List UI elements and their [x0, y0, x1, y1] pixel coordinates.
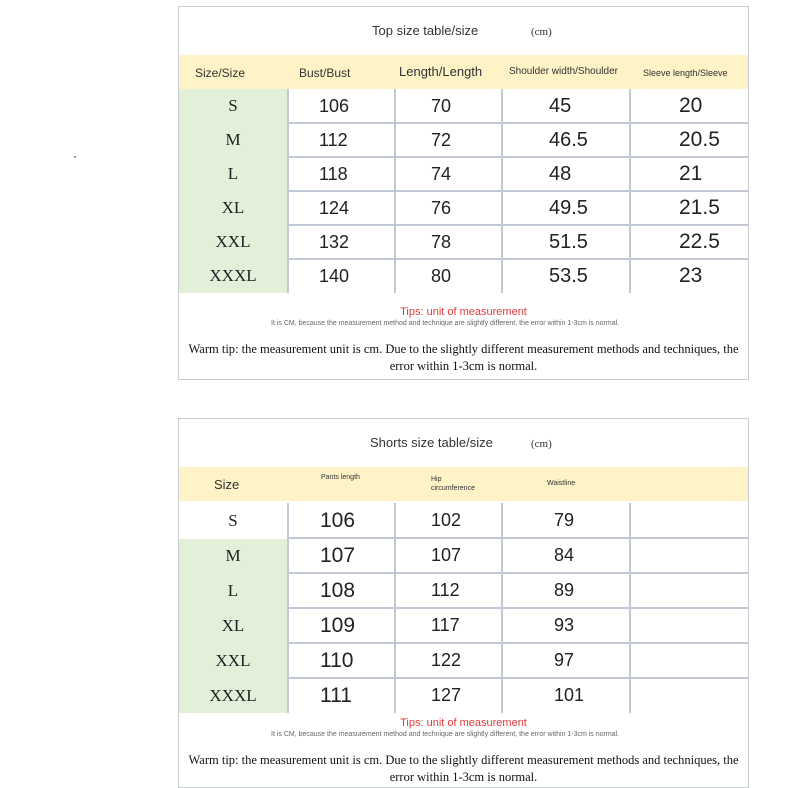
table-row — [179, 608, 748, 643]
value-cell: 74 — [431, 163, 452, 184]
shorts-table-title-row — [179, 419, 748, 468]
size-cell: S — [228, 96, 238, 115]
value-cell: 20 — [679, 94, 703, 117]
shorts-table-title: Shorts size table/size — [370, 435, 493, 450]
size-cell: XXL — [215, 232, 251, 251]
shorts-table-body — [179, 503, 748, 713]
stray-mark — [74, 156, 76, 158]
top-warm-tip: Warm tip: the measurement unit is cm. Due to the slightly different measurement methods and techniques, the error within 1-3cm is normal. — [188, 342, 739, 373]
value-cell: 78 — [431, 231, 452, 252]
value-cell: 132 — [319, 231, 350, 252]
value-cell: 124 — [319, 197, 350, 218]
size-cell: XXXL — [209, 685, 257, 705]
value-cell: 140 — [319, 265, 350, 286]
shorts-warm-tip: Warm tip: the measurement unit is cm. Due to the slightly different measurement methods and techniques, the error within 1-3cm is normal. — [188, 753, 739, 784]
table-row — [179, 259, 748, 293]
value-cell: 97 — [554, 650, 575, 670]
shorts-tips-title: Tips: unit of measurement — [400, 717, 527, 729]
top-tips-title: Tips: unit of measurement — [400, 306, 527, 318]
header-size: Size — [214, 477, 240, 492]
size-cell: S — [228, 510, 238, 530]
table-row — [179, 123, 748, 157]
value-cell: 106 — [320, 508, 356, 532]
value-cell: 51.5 — [549, 230, 588, 253]
table-row — [179, 191, 748, 225]
value-cell: 46.5 — [549, 128, 588, 151]
shorts-table-header-row — [179, 467, 748, 501]
header-length: Length/Length — [399, 64, 483, 79]
value-cell: 89 — [554, 580, 575, 600]
table-row — [179, 538, 748, 573]
value-cell: 118 — [319, 163, 348, 184]
shorts-tips-detail: It is CM, because the measurement method and technique are slightly different, the error within 1-3cm is normal. — [271, 731, 620, 738]
value-cell: 106 — [319, 95, 350, 116]
table-row — [179, 573, 748, 608]
value-cell: 72 — [431, 129, 452, 150]
size-cell: XL — [221, 198, 245, 217]
value-cell: 127 — [431, 685, 462, 705]
header-bust: Bust/Bust — [299, 66, 351, 80]
header-pants-length: Pants length — [321, 474, 360, 481]
value-cell: 107 — [431, 545, 462, 565]
size-cell: M — [225, 545, 241, 565]
size-cell: XL — [221, 615, 245, 635]
shorts-size-table — [178, 418, 749, 788]
value-cell: 76 — [431, 197, 452, 218]
value-cell: 84 — [554, 545, 575, 565]
value-cell: 102 — [431, 510, 462, 530]
value-cell: 21.5 — [679, 196, 720, 219]
table-row — [179, 157, 748, 191]
value-cell: 111 — [320, 683, 352, 707]
header-waistline: Waistline — [547, 480, 576, 487]
value-cell: 101 — [554, 685, 585, 705]
value-cell: 80 — [431, 265, 452, 286]
value-cell: 110 — [320, 648, 354, 672]
value-cell: 49.5 — [549, 196, 588, 219]
top-table-header-row — [179, 55, 748, 89]
value-cell: 122 — [431, 650, 462, 670]
value-cell: 21 — [679, 162, 703, 185]
value-cell: 23 — [679, 264, 703, 287]
table-row — [179, 678, 748, 713]
value-cell: 22.5 — [679, 230, 720, 253]
value-cell: 117 — [431, 615, 460, 635]
top-tips-detail: It is CM, because the measurement method and technique are slightly different, the error within 1-3cm is normal. — [271, 320, 620, 327]
value-cell: 112 — [319, 129, 348, 150]
size-cell: XXXL — [209, 266, 257, 285]
value-cell: 108 — [320, 578, 356, 602]
size-cell: M — [225, 130, 241, 149]
top-size-table — [178, 6, 749, 380]
header-sleeve: Sleeve length/Sleeve — [643, 68, 728, 78]
header-shoulder: Shoulder width/Shoulder — [509, 66, 618, 77]
header-hip: Hip circumference — [431, 476, 475, 492]
value-cell: 79 — [554, 510, 575, 530]
value-cell: 48 — [549, 162, 572, 185]
size-cell: L — [227, 580, 239, 600]
header-size: Size/Size — [195, 66, 246, 80]
top-table-title: Top size table/size — [372, 23, 479, 38]
value-cell: 20.5 — [679, 128, 720, 151]
top-table-title-row — [179, 7, 748, 56]
table-row — [179, 225, 748, 259]
value-cell: 45 — [549, 94, 572, 117]
value-cell: 53.5 — [549, 264, 588, 287]
size-cell: L — [227, 164, 239, 183]
table-row — [179, 643, 748, 678]
table-row — [179, 503, 748, 538]
value-cell: 107 — [320, 543, 356, 567]
table-row — [179, 89, 748, 123]
value-cell: 109 — [320, 613, 356, 637]
value-cell: 93 — [554, 615, 575, 635]
top-table-unit: (cm) — [531, 26, 552, 38]
value-cell: 112 — [431, 580, 460, 600]
shorts-table-unit: (cm) — [531, 438, 552, 450]
size-cell: XXL — [215, 650, 251, 670]
top-table-body — [179, 89, 748, 293]
value-cell: 70 — [431, 95, 452, 116]
